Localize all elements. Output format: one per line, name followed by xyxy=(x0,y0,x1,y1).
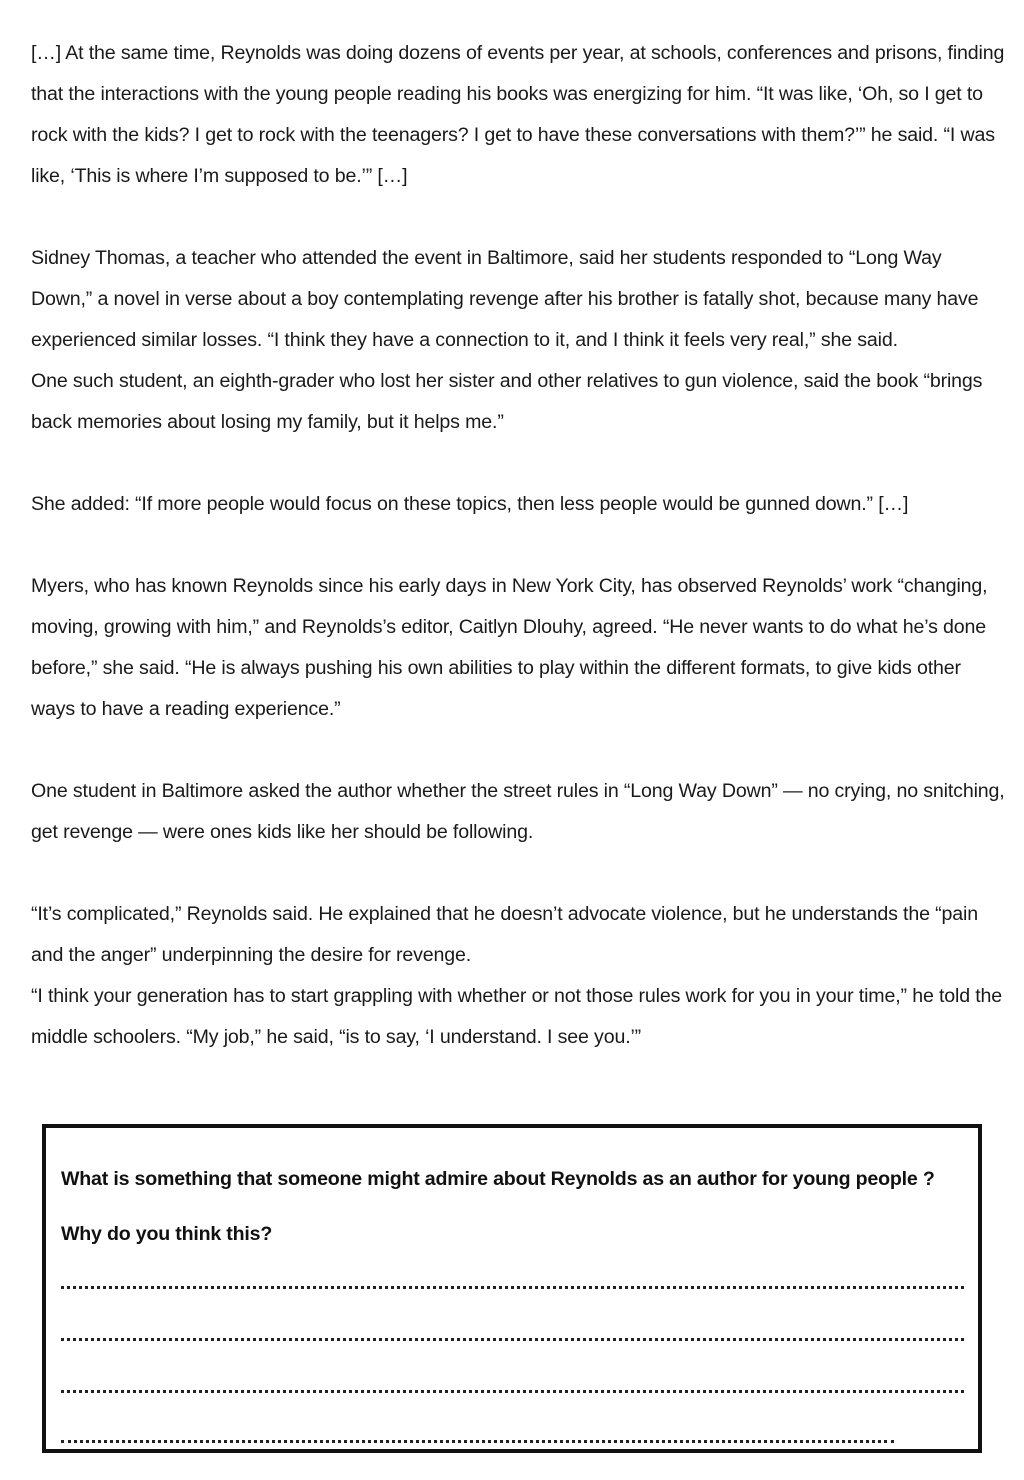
paragraph-sidney-thomas: Sidney Thomas, a teacher who attended the event in Baltimore, said her students responded to “Long Way Down,” a novel in verse about a boy contemplating revenge after his brother is fatally shot, because many have experienced similar losses. “I think they have a connection to it, and I think it feels very real,” she said. xyxy=(31,247,979,351)
paragraph-myers: Myers, who has known Reynolds since his early days in New York City, has observed Reynolds’ work “changing, moving, growing with him,” and Reynolds’s editor, Caitlyn Dlouhy, agreed. “He never wants to do what he’s done before,” she said. “He is always pushing his own abilities to play within the different formats, to give kids other ways to have a reading experience.” xyxy=(31,575,988,720)
answer-line[interactable] xyxy=(61,1286,964,1289)
paragraph-generation: “I think your generation has to start grappling with whether or not those rules work for you in your time,” he told the middle schoolers. “My job,” he said, “is to say, ‘I understand. I see you.’” xyxy=(31,985,1003,1048)
paragraph-gap xyxy=(31,197,1006,238)
article-body xyxy=(31,33,1006,1058)
paragraph-events: […] At the same time, Reynolds was doing dozens of events per year, at schools, conferences and prisons, finding that the interactions with the young people reading his books was energizing for him. “It was like, ‘Oh, so I get to rock with the kids? I get to rock with the teenagers? I get to have these conversations with them?’” he said. “I was like, ‘This is where I’m supposed to be.’” […] xyxy=(31,42,1005,187)
question-box xyxy=(42,1124,982,1453)
paragraph-gap xyxy=(31,730,1006,771)
paragraph-gap xyxy=(31,853,1006,894)
followup-question-text: Why do you think this? xyxy=(61,1223,273,1245)
paragraph-she-added: She added: “If more people would focus on these topics, then less people would be gunned down.” […] xyxy=(31,493,909,515)
answer-line[interactable] xyxy=(61,1440,894,1443)
paragraph-gap xyxy=(31,525,1006,566)
paragraph-gap xyxy=(31,443,1006,484)
paragraph-street-rules: One student in Baltimore asked the author whether the street rules in “Long Way Down” — no crying, no snitching, get revenge — were ones kids like her should be following. xyxy=(31,780,1005,843)
paragraph-eighth-grader: One such student, an eighth-grader who lost her sister and other relatives to gun violence, said the book “brings back memories about losing my family, but it helps me.” xyxy=(31,370,983,433)
question-text: What is something that someone might admire about Reynolds as an author for young people ? xyxy=(61,1168,935,1190)
answer-line[interactable] xyxy=(61,1338,964,1341)
answer-line[interactable] xyxy=(61,1390,964,1393)
paragraph-complicated: “It’s complicated,” Reynolds said. He explained that he doesn’t advocate violence, but he understands the “pain and the anger” underpinning the desire for revenge. xyxy=(31,903,978,966)
